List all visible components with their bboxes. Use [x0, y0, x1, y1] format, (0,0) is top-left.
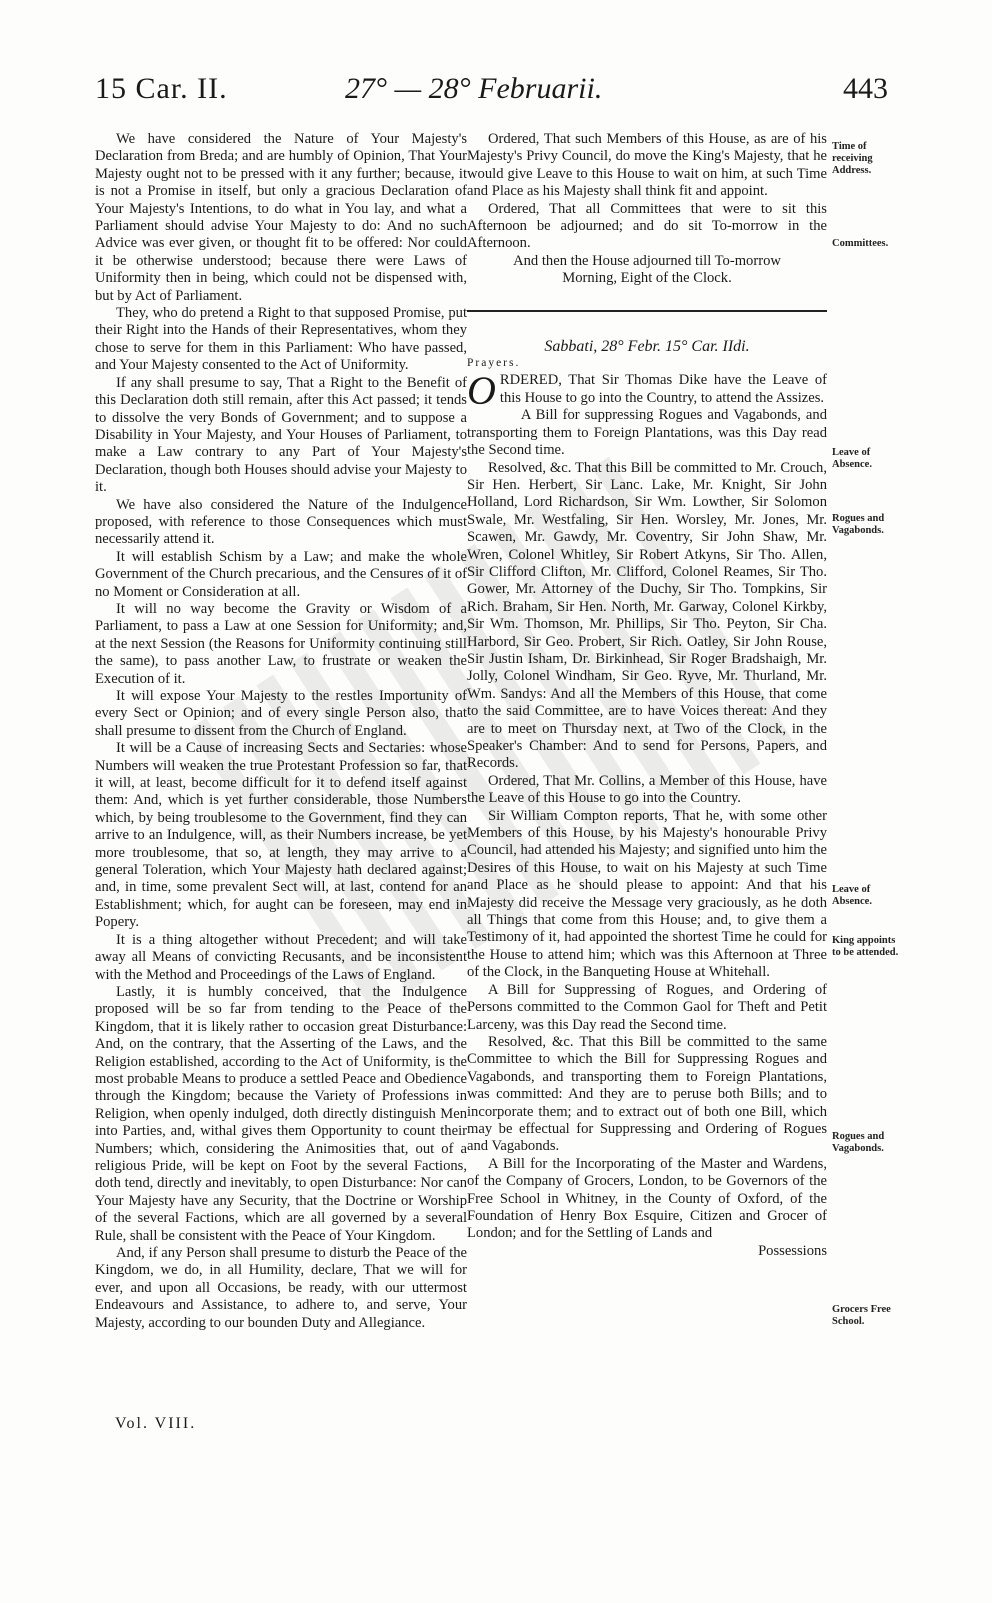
right-column — [467, 131, 827, 1260]
prayers-label: Prayers. — [467, 357, 521, 370]
date-heading: 27° — 28° Februarii. — [345, 72, 603, 105]
page-number: 443 — [843, 72, 888, 105]
page-header — [95, 72, 888, 132]
paragraph: They, who do pretend a Right to that supposed Promise, put their Right into the Hands of their Representatives, whom they chose to serve for them in this Parliament: Who have passed, and Your Majesty consented to the Act of Uniformity. — [95, 305, 467, 374]
left-column — [95, 131, 467, 1332]
paragraph: It will no way become the Gravity or Wisdom of a Parliament, to pass a Law at one Session for Uniformity; and, at the next Session (the Reasons for Uniformity continuing still the same), to pass another Law, to frustrate or weaken the Execution of it. — [95, 600, 467, 687]
compton-report: Sir William Compton reports, That he, with some other Members of this House, by his Majesty's honourable Privy Council, had attended his Majesty; and signified unto him the Desires of this House, to wait on his Majesty at such Time and Place as he should please to appoint: And that his Majesty did receive the Message very graciously, as he doth all Things that come from this House; and, to give them a Testimony of it, had appointed the shortest Time he could for the House to attend him; which was this Afternoon at Three of the Clock, in the Banqueting House at Whitehall. — [467, 807, 827, 981]
paragraph: We have considered the Nature of Your Majesty's Declaration from Breda; and are humbly of Opinion, That Your Majesty ought not to be pressed with it any further; because, it is not a Promise in itself, but only a gracious Declaration of Your Majesty's Intentions, to do what in You lay, and what a Parliament should advise Your Majesty to do: And no such Advice was ever given, or thought fit to be offered: Nor could it be otherwise understood; because there were Laws of Uniformity then in being, which could not be dispensed with, but by Act of Parliament. — [95, 131, 467, 304]
bill-grocers: A Bill for the Incorporating of the Master and Wardens, of the Company of Grocers, London, to be Governors of the Free School in Whitney, in the County of Oxford, of the Foundation of Henry Box Esquire, Citizen and Grocer of London; and for the Settling of Lands and — [467, 1155, 827, 1242]
paragraph: We have also considered the Nature of the Indulgence proposed, with reference to those Consequences which must necessarily attend it. — [95, 496, 467, 548]
paragraph: If any shall presume to say, That a Right to the Benefit of this Declaration doth still remain, after this Act passed; it tends to dissolve the very Bonds of Government; and to suppose a Disability in Your Majesty, and Your Houses of Parliament, to make a Law contrary to any Part of Your Majesty's Declaration, though both Houses should advise your Majesty to it. — [95, 374, 467, 496]
paragraph: It will be a Cause of increasing Sects and Sectaries: whose Numbers will weaken the true Protestant Profession so far, that it will, at least, become difficult for it to defend itself against them: And, which is yet further considerable, those Numbers which, by being troublesome to the Government, find they can arrive to an Indulgence, will, as their Numbers increase, be yet more troublesome, that so, at length, they may arrive to a general Toleration, which Your Majesty hath declared against; and, in time, some prevalent Sect will, at last, contend for an Establishment; which, for aught can be foreseen, may end in Popery. — [95, 740, 467, 931]
paragraph: Lastly, it is humbly conceived, that the Indulgence proposed will be so far from tending to the Peace of the Kingdom, that it is likely rather to occasion great Disturbance: And, on the contrary, that the Asserting of the Laws, and the Religion established, according to the Act of Uniformity, is the most probable Means to produce a settled Peace and Obedience through the Kingdom; because the Variety of Professions in Religion, when openly indulged, doth directly distinguish Men into Parties, and, withal gives them Opportunity to count their Numbers; which, considering the Animosities that, out of a religious Pride, will be kept on Foot by the several Factions, doth tend, directly and inevitably, to open Disturbance: Nor can Your Majesty have any Security, that the Doctrine or Worship of the several Factions, which are all governed by a several Rule, shall be consistent with the Peace of Your Kingdom. — [95, 983, 467, 1244]
margin-note-committees: Committees. — [832, 238, 889, 249]
resolved-gaol: Resolved, &c. That this Bill be committed to the same Committee to which the Bill for Suppressing Rogues and Vagabonds, and transporting them to Foreign Plantations, was committed: And they are to peruse both Bills; and to incorporate them; and to extract out of both one Bill, which may be effectual for Suppressing and Ordering of Rogues and Vagabonds. — [467, 1033, 827, 1155]
drop-cap: O — [467, 368, 496, 414]
margin-note-rogues: Rogues and Vagabonds. — [832, 513, 885, 536]
margin-note-grocers: Grocers Free School. — [832, 1304, 891, 1327]
margin-note-king: King appoints to be attended. — [832, 935, 899, 958]
committee-list: Resolved, &c. That this Bill be committed to Mr. Crouch, Sir Hen. Herbert, Sir Lanc. Lake, Mr. Knight, Sir John Holland, Lord Richardson, Sir Wm. Lowther, Sir Solomon Swale, Mr. Westfaling, Sir Hen. Worsley, Mr. Jones, Mr. Scawen, Mr. Gawdy, Mr. Coventry, Sir John Shaw, Mr. Wren, Colonel Whitley, Sir Robert Atkyns, Sir Tho. Allen, Sir Clifford Clifton, Mr. Clifford, Colonel Reames, Sir Tho. Gower, Mr. Attorney of the Duchy, Sir Tho. Tompkins, Sir Rich. Braham, Sir Hen. North, Mr. Garway, Colonel Kirkby, Sir Wm. Thomson, Mr. Phillips, Sir Tho. Peyton, Sir Cha. Harbord, Sir Geo. Probert, Sir Rich. Oatley, Sir John Rouse, Sir Justin Isham, Dr. Birkinhead, Sir Roger Bradshaigh, Mr. Jolly, Colonel Windham, Sir Geo. Ryve, Mr. Thurland, Mr. Wm. Sandys: And all the Members of this House, that come to the said Committee, are to have Voices thereat: And they are to meet on Thursday next, at Two of the Clock, in the Speaker's Chamber: And to send for Persons, Papers, and Records. — [467, 459, 827, 772]
regnal-year: 15 Car. II. — [95, 72, 228, 105]
paragraph: It will establish Schism by a Law; and make the whole Government of the Church precarious, and the Censures of it of no Moment or Consideration at all. — [95, 548, 467, 600]
volume-footer: Vol. VIII. — [115, 1415, 197, 1432]
margin-note-address: Time of receiving Address. — [832, 141, 873, 176]
ordered-committees: Ordered, That all Committees that were to sit this Afternoon be adjourned; and do sit To-morrow in the Afternoon. — [467, 200, 827, 252]
catchword: Possessions — [758, 1242, 827, 1259]
margin-note-leave: Leave of Absence. — [832, 447, 872, 470]
bill-gaol: A Bill for Suppressing of Rogues, and Ordering of Persons committed to the Common Gaol for Theft and Petit Larceny, was this Day read the Second time. — [467, 981, 827, 1033]
section-divider — [467, 310, 827, 312]
bill-rogues: A Bill for suppressing Rogues and Vagabonds, and transporting them to Foreign Plantations, was this Day read the Second time. — [467, 407, 827, 459]
paragraph: It will expose Your Majesty to the restles Importunity of every Sect or Opinion; and of every single Person also, that shall presume to dissent from the Church of England. — [95, 688, 467, 739]
margin-note-leave-2: Leave of Absence. — [832, 884, 872, 907]
ordered-address: Ordered, That such Members of this House, as are of his Majesty's Privy Council, do move the King's Majesty, that he would give Leave to this House to wait on him, at such Time and Place as his Majesty shall think fit and appoint. — [467, 131, 827, 200]
paragraph: And, if any Person shall presume to disturb the Peace of the Kingdom, we do, in all Humility, declare, That we will for ever, and upon all Occasions, be ready, with our uttermost Endeavours and Assistance, to adhere to, and serve, Your Majesty, according to our bounden Duty and Allegiance. — [95, 1245, 467, 1331]
margin-note-rogues-2: Rogues and Vagabonds. — [832, 1131, 885, 1154]
adjournment: And then the House adjourned till To-morrow Morning, Eight of the Clock. — [513, 252, 781, 287]
day-heading: Sabbati, 28° Febr. 15° Car. IIdi. — [544, 337, 750, 355]
leave-collins: Ordered, That Mr. Collins, a Member of this House, have the Leave of this House to go into the Country. — [467, 772, 827, 807]
leave-dike: ORDERED, That Sir Thomas Dike have the Leave of this House to go into the Country, to attend the Assizes. — [467, 368, 827, 414]
paragraph: It is a thing altogether without Precedent; and will take away all Means of convicting Recusants, and be inconsistent with the Method and Proceedings of the Laws of England. — [95, 931, 467, 983]
